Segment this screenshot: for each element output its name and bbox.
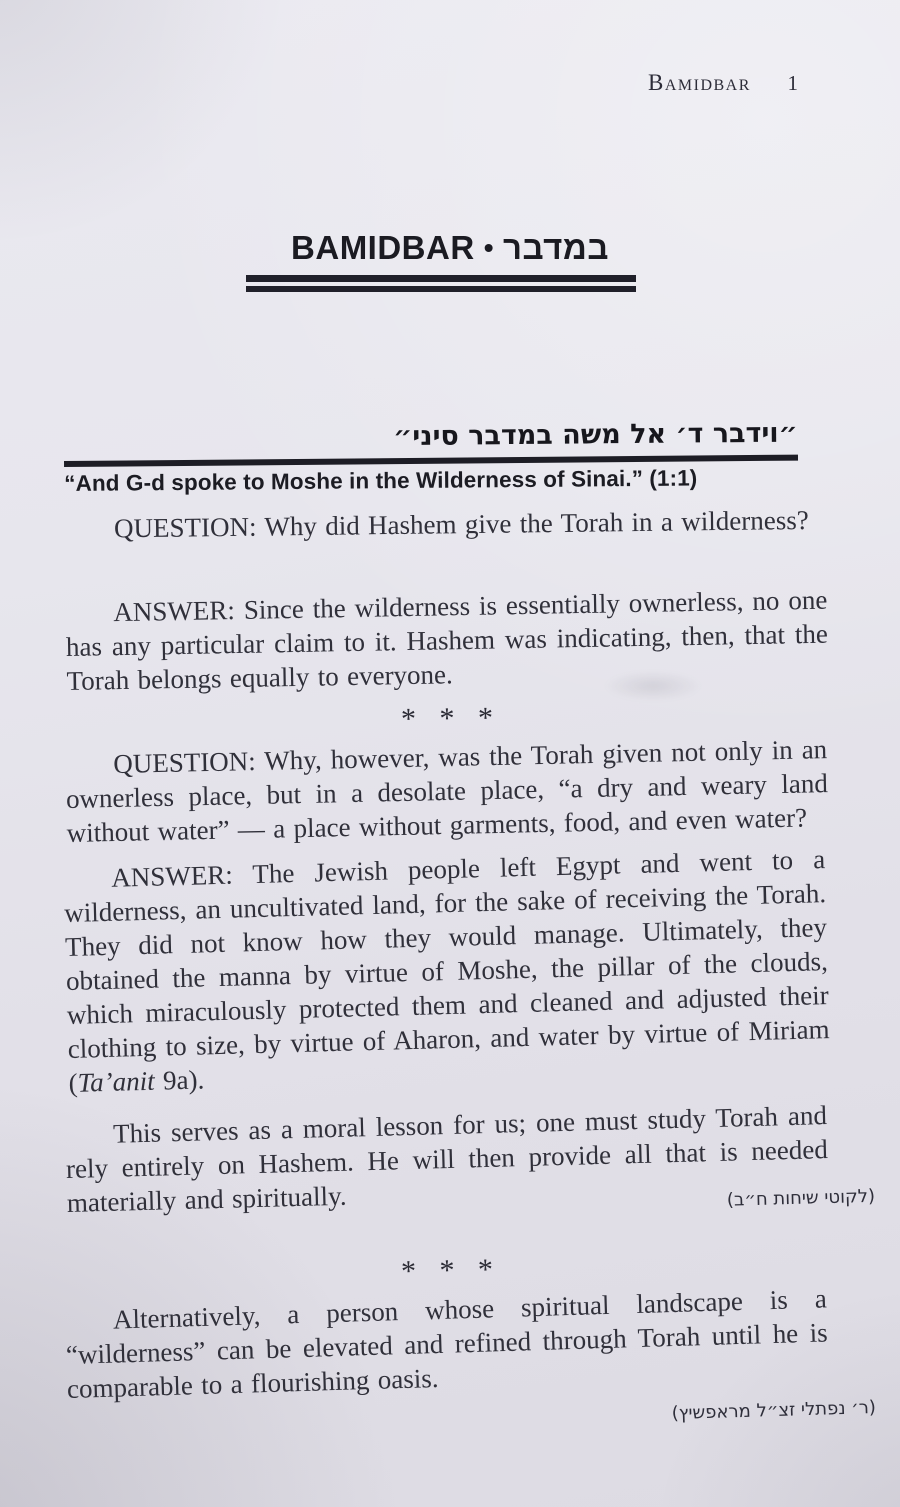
page-number: 1 [787, 71, 798, 95]
answer-2-text-end: 9a). [154, 1064, 205, 1096]
chapter-title-latin: BAMIDBAR [291, 229, 475, 266]
moral-lesson-block [65, 1098, 876, 1220]
source-citation-1: (לקוטי שיחות ח״ב) [726, 1185, 876, 1211]
answer-2-paragraph [63, 842, 831, 1100]
running-head-title: Bamidbar [648, 70, 751, 95]
bullet-separator: • [483, 232, 494, 263]
alternative-insight-block [64, 1281, 877, 1425]
verse-hebrew: ״וידבר ד׳ אל משה במדבר סיני״ [393, 417, 798, 453]
chapter-title-hebrew: במדבר [503, 229, 609, 266]
rule-bar-top [246, 275, 636, 282]
alternative-paragraph: Alternatively, a person whose spiritual landscape is a “wilderness” can be elevated and refined through Torah until he is comparable to a flourishing oasis. [65, 1283, 829, 1404]
verse-block [64, 418, 799, 497]
answer-2-text-start: ANSWER: The Jewish people left Egypt and went to a wilderness, an uncultivated land, for the sake of receiving the Torah. They did not know how they would manage. Ultimately, they obtained the manna by virtue of Moshe, the pillar of the clouds, which miraculously protected them and cleaned and adjusted their clothing to size, by virtue of Aharon, and water by virtue of Miriam ( [63, 844, 830, 1098]
rule-bar-bottom [246, 286, 636, 292]
chapter-title-block [0, 229, 900, 292]
answer-1-paragraph: ANSWER: Since the wilderness is essentially ownerless, no one has any particular claim to it. Hashem was indicating, then, that the Torah belongs equally to everyone. [65, 584, 829, 696]
section-separator-1: * * * [400, 701, 494, 736]
running-head [648, 70, 798, 96]
source-citation-2: (ר׳ נפתלי זצ״ל מראפשיץ) [671, 1397, 877, 1425]
moral-lesson-paragraph: This serves as a moral lesson for us; one must study Torah and rely entirely on Hashem. He will then provide all that is needed materially and spiritually. [65, 1100, 829, 1218]
talmud-reference-italic: Ta’anit [77, 1065, 156, 1098]
question-2-paragraph: QUESTION: Why, however, was the Torah given not only in an ownerless place, but in a desolate place, “a dry and weary land without water” — a place without garments, food, and even water? [65, 734, 829, 848]
verse-translation: “And G-d spoke to Moshe in the Wilderness of Sinai.” (1:1) [64, 465, 698, 496]
section-separator-2: * * * [400, 1253, 494, 1288]
title-double-rule [246, 275, 636, 292]
chapter-title [0, 229, 900, 267]
question-1-paragraph: QUESTION: Why did Hashem give the Torah in a wilderness? [113, 504, 809, 544]
